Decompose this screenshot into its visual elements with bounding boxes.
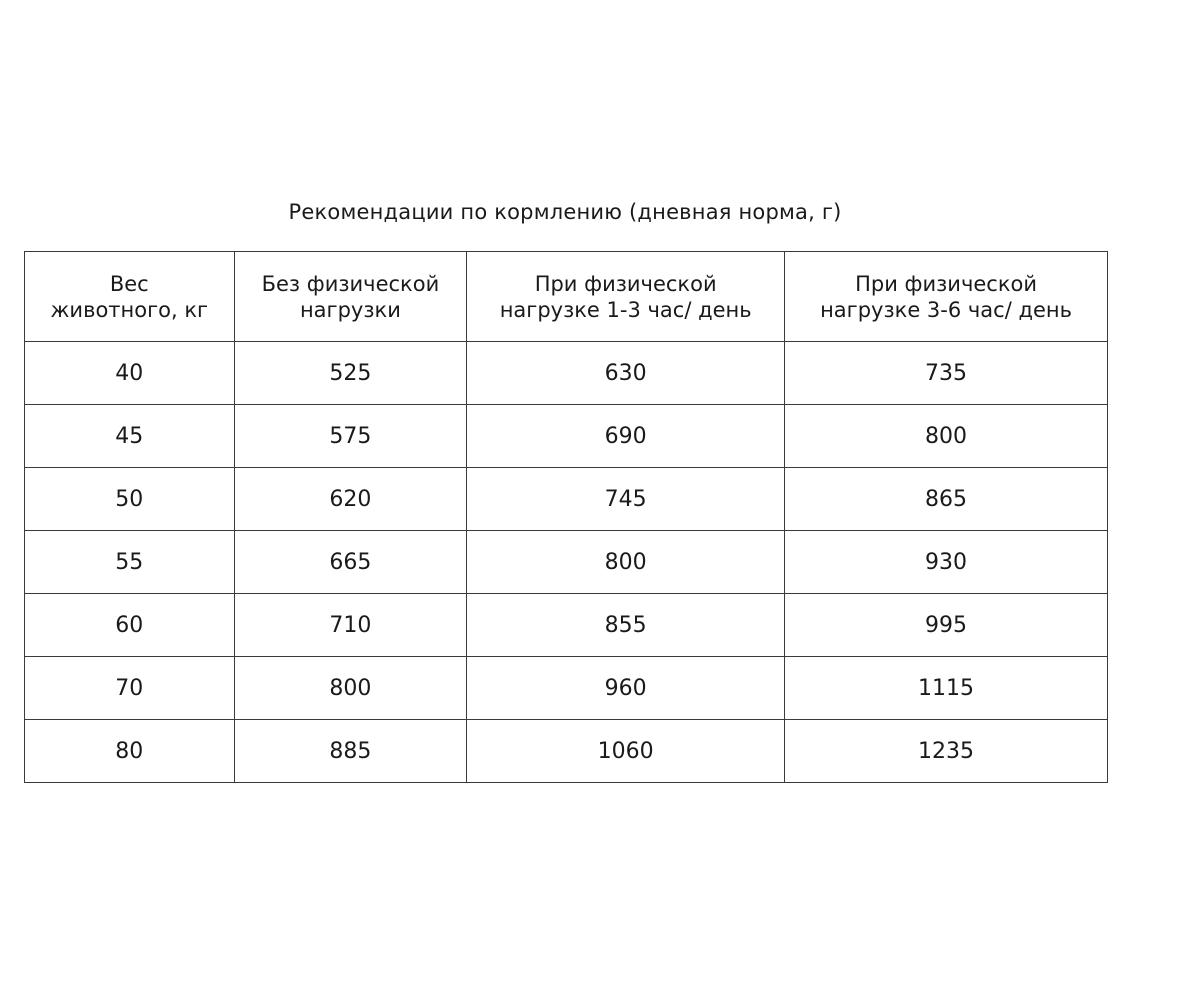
header-line: При физической xyxy=(534,271,717,296)
cell-activity-1-3: 960 xyxy=(467,657,785,720)
cell-activity-3-6: 1235 xyxy=(785,720,1108,783)
cell-weight: 60 xyxy=(25,594,235,657)
table-row xyxy=(25,405,1108,468)
header-line: нагрузке 1-3 час/ день xyxy=(499,297,752,322)
header-activity-3-6 xyxy=(785,252,1108,342)
cell-no-activity: 525 xyxy=(234,342,467,405)
table-row xyxy=(25,468,1108,531)
cell-activity-3-6: 800 xyxy=(785,405,1108,468)
header-line: Вес xyxy=(109,271,149,296)
cell-weight: 70 xyxy=(25,657,235,720)
table-row xyxy=(25,342,1108,405)
cell-no-activity: 885 xyxy=(234,720,467,783)
cell-weight: 50 xyxy=(25,468,235,531)
cell-activity-3-6: 865 xyxy=(785,468,1108,531)
table-title: Рекомендации по кормлению (дневная норма, г) xyxy=(288,200,842,224)
cell-no-activity: 575 xyxy=(234,405,467,468)
table-row xyxy=(25,657,1108,720)
cell-activity-1-3: 630 xyxy=(467,342,785,405)
cell-activity-1-3: 800 xyxy=(467,531,785,594)
header-line: нагрузки xyxy=(299,297,401,322)
cell-weight: 45 xyxy=(25,405,235,468)
table-row xyxy=(25,594,1108,657)
cell-activity-3-6: 995 xyxy=(785,594,1108,657)
cell-activity-3-6: 735 xyxy=(785,342,1108,405)
cell-activity-1-3: 1060 xyxy=(467,720,785,783)
feeding-table xyxy=(24,251,1108,783)
cell-activity-1-3: 745 xyxy=(467,468,785,531)
header-line: животного, кг xyxy=(50,297,209,322)
cell-no-activity: 800 xyxy=(234,657,467,720)
table-header-row xyxy=(25,252,1108,342)
cell-activity-3-6: 930 xyxy=(785,531,1108,594)
cell-activity-1-3: 855 xyxy=(467,594,785,657)
cell-no-activity: 710 xyxy=(234,594,467,657)
header-no-activity xyxy=(234,252,467,342)
cell-weight: 80 xyxy=(25,720,235,783)
cell-activity-1-3: 690 xyxy=(467,405,785,468)
header-line: нагрузке 3-6 час/ день xyxy=(820,297,1073,322)
header-line: Без физической xyxy=(261,271,440,296)
cell-activity-3-6: 1115 xyxy=(785,657,1108,720)
cell-weight: 55 xyxy=(25,531,235,594)
table-row xyxy=(25,720,1108,783)
cell-no-activity: 665 xyxy=(234,531,467,594)
table-row xyxy=(25,531,1108,594)
header-activity-1-3 xyxy=(467,252,785,342)
header-line: При физической xyxy=(855,271,1037,296)
cell-no-activity: 620 xyxy=(234,468,467,531)
header-weight xyxy=(25,252,235,342)
cell-weight: 40 xyxy=(25,342,235,405)
